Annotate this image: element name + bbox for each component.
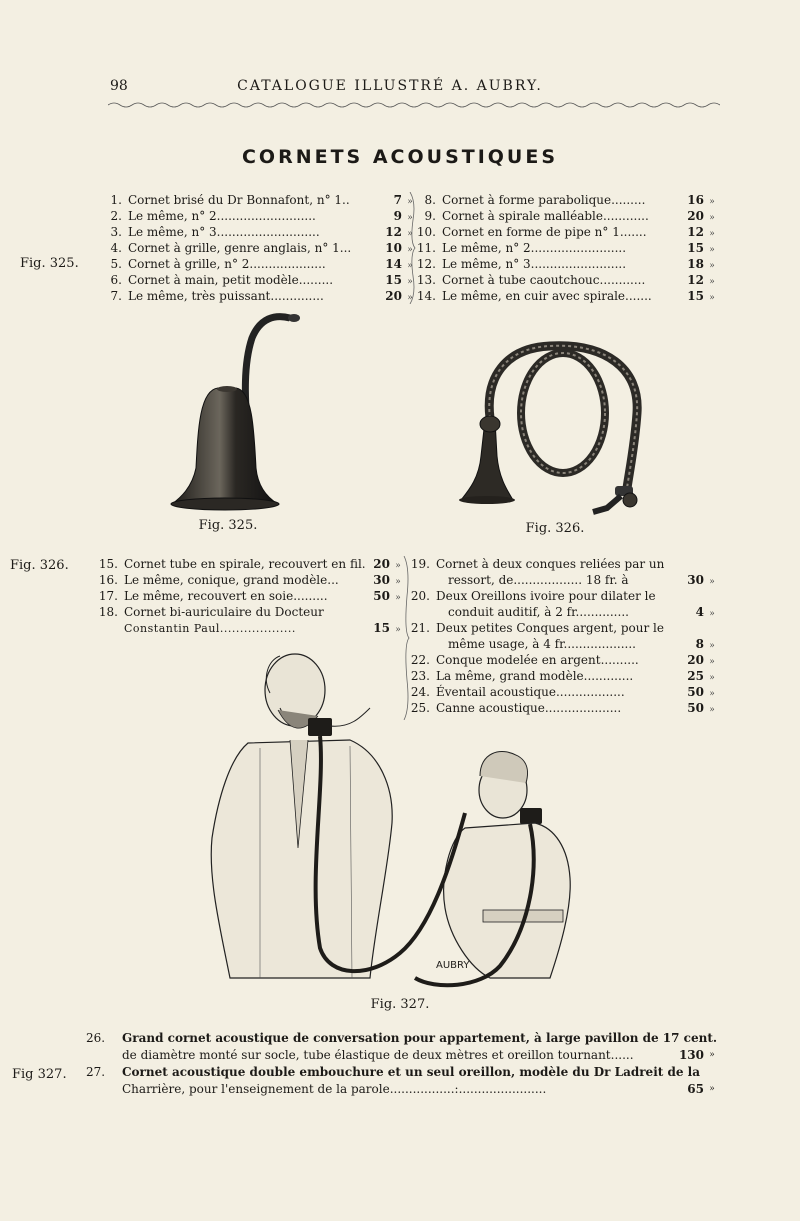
ear-trumpet-illustration xyxy=(160,308,310,513)
fig-325-margin-label: Fig. 325. xyxy=(20,256,79,271)
item-unit: » xyxy=(709,673,715,683)
item-price: 30 xyxy=(373,573,390,587)
item-number: 22. xyxy=(410,653,430,667)
item-number: 12. xyxy=(416,257,436,271)
item-number: 11. xyxy=(416,241,436,255)
item-number: 20. xyxy=(410,589,430,603)
item-unit: » xyxy=(395,577,401,587)
item-name: Cornet à grille, genre anglais, n° 1... xyxy=(128,241,352,255)
item-price: 20 xyxy=(687,653,704,667)
item-unit: » xyxy=(407,245,413,255)
item-number: 6. xyxy=(110,273,122,287)
list-item xyxy=(100,288,418,306)
item-unit: » xyxy=(709,245,715,255)
item-number: 16. xyxy=(98,573,118,587)
item-unit: » xyxy=(407,197,413,207)
item-number: 8. xyxy=(424,193,436,207)
page-header xyxy=(110,78,670,98)
item-price: 30 xyxy=(687,573,704,587)
item-name: Deux Oreillons ivoire pour dilater le xyxy=(436,589,656,603)
item-price: 14 xyxy=(385,257,402,271)
item-number: 14. xyxy=(416,289,436,303)
item-price: 15 xyxy=(373,621,390,635)
item-price: 50 xyxy=(687,685,704,699)
item-name: Le même, n° 3........................... xyxy=(128,225,320,239)
item-name: Le même, n° 2.......................... xyxy=(128,209,316,223)
item-unit: » xyxy=(709,1050,715,1060)
item-name: Constantin Paul................... xyxy=(124,622,296,635)
item-price: 12 xyxy=(687,225,704,239)
aubry-mark: AUBRY xyxy=(436,960,470,971)
item-price: 18 xyxy=(687,257,704,271)
item-name: Le même, n° 3......................... xyxy=(442,257,627,271)
caption-fig-327: Fig. 327. xyxy=(370,997,430,1012)
item-price: 15 xyxy=(687,289,704,303)
item-number: 3. xyxy=(110,225,122,239)
item-unit: » xyxy=(709,229,715,239)
header-rule xyxy=(108,101,720,109)
item-price: 8 xyxy=(695,637,704,651)
item-number: 10. xyxy=(416,225,436,239)
section-title: CORNETS ACOUSTIQUES xyxy=(241,146,559,168)
caption-fig-326: Fig. 326. xyxy=(525,521,585,536)
item-name: ressort, de.................. 18 fr. à xyxy=(448,573,629,587)
item-number: 23. xyxy=(410,669,430,683)
item-name: Conque modelée en argent.......... xyxy=(436,653,639,667)
price-list-group1-left xyxy=(100,192,418,312)
item-name: Cornet à forme parabolique......... xyxy=(442,193,646,207)
item-name: Cornet brisé du Dr Bonnafont, n° 1.. xyxy=(128,193,350,207)
item-name: Cornet à spirale malléable............ xyxy=(442,209,649,223)
item-unit: » xyxy=(709,197,715,207)
item-description-line2: Charrière, pour l'enseignement de la parole.................:....................... xyxy=(122,1082,547,1096)
item-price: 50 xyxy=(687,701,704,715)
item-unit: » xyxy=(709,277,715,287)
fig-326-margin-label: Fig. 326. xyxy=(10,558,69,573)
item-number: 4. xyxy=(110,241,122,255)
conversation-tube-illustration xyxy=(200,648,600,988)
item-number: 2. xyxy=(110,209,122,223)
item-number: 21. xyxy=(410,621,430,635)
item-price: 20 xyxy=(687,209,704,223)
item-name: Cornet à tube caoutchouc............ xyxy=(442,273,646,287)
list-item xyxy=(408,620,720,636)
item-unit: » xyxy=(709,657,715,667)
list-item xyxy=(408,588,720,604)
item-number: 24. xyxy=(410,685,430,699)
item-name: Le même, en cuir avec spirale....... xyxy=(442,289,652,303)
item-unit: » xyxy=(709,1084,715,1094)
item-27 xyxy=(86,1064,720,1098)
item-unit: » xyxy=(407,293,413,303)
item-number: 7. xyxy=(110,289,122,303)
item-price: 7 xyxy=(393,193,402,207)
item-name: Deux petites Conques argent, pour le xyxy=(436,621,664,635)
item-unit: » xyxy=(709,261,715,271)
list-item xyxy=(96,620,406,638)
price-list-group2-left xyxy=(96,556,406,638)
item-name: Cornet à deux conques reliées par un xyxy=(436,557,665,571)
item-unit: » xyxy=(709,577,715,587)
item-name: Canne acoustique.................... xyxy=(436,701,622,715)
item-price: 10 xyxy=(385,241,402,255)
spiral-tube-trumpet-illustration xyxy=(455,338,650,518)
item-name: Éventail acoustique.................. xyxy=(436,685,625,699)
item-number: 18. xyxy=(98,605,118,619)
item-name: Le même, très puissant.............. xyxy=(128,289,324,303)
item-price: 20 xyxy=(373,557,390,571)
item-name: La même, grand modèle............. xyxy=(436,669,634,683)
item-name: Le même, recouvert en soie......... xyxy=(124,589,328,603)
price-list-group1-right xyxy=(414,192,720,312)
item-price: 12 xyxy=(385,225,402,239)
item-description-line1: Grand cornet acoustique de conversation pour appartement, à large pavillon de 17 cent. xyxy=(122,1031,718,1045)
item-number: 9. xyxy=(424,209,436,223)
item-name: Cornet en forme de pipe n° 1....... xyxy=(442,225,647,239)
item-26 xyxy=(86,1030,720,1064)
item-name: Le même, conique, grand modèle... xyxy=(124,573,339,587)
item-price: 130 xyxy=(678,1048,704,1062)
item-price: 4 xyxy=(695,605,704,619)
item-number: 25. xyxy=(410,701,430,715)
item-unit: » xyxy=(709,609,715,619)
item-number: 27. xyxy=(86,1065,106,1079)
item-name: même usage, à 4 fr................... xyxy=(448,637,636,651)
item-unit: » xyxy=(407,261,413,271)
item-unit: » xyxy=(407,213,413,223)
list-item xyxy=(408,556,720,572)
item-number: 15. xyxy=(98,557,118,571)
item-price: 25 xyxy=(687,669,704,683)
item-price: 50 xyxy=(373,589,390,603)
item-unit: » xyxy=(395,561,401,571)
item-number: 1. xyxy=(110,193,122,207)
item-price: 15 xyxy=(385,273,402,287)
item-number: 5. xyxy=(110,257,122,271)
item-number: 19. xyxy=(410,557,430,571)
item-unit: » xyxy=(395,625,401,635)
item-name: conduit auditif, à 2 fr.............. xyxy=(448,605,629,619)
list-item xyxy=(96,604,406,620)
item-name: Cornet tube en spirale, recouvert en fil. xyxy=(124,557,366,571)
item-unit: » xyxy=(709,705,715,715)
caption-fig-325: Fig. 325. xyxy=(198,518,258,533)
item-unit: » xyxy=(407,277,413,287)
catalogue-title: CATALOGUE ILLUSTRÉ A. AUBRY. xyxy=(237,78,543,94)
item-number: 26. xyxy=(86,1031,106,1045)
fig-327-margin-label: Fig 327. xyxy=(12,1067,67,1082)
item-number: 17. xyxy=(98,589,118,603)
item-name: Cornet bi-auriculaire du Docteur xyxy=(124,605,324,619)
list-item xyxy=(414,288,720,306)
item-price: 65 xyxy=(687,1082,704,1096)
item-price: 20 xyxy=(385,289,402,303)
item-description-line1: Cornet acoustique double embouchure et un seul oreillon, modèle du Dr Ladreit de la xyxy=(122,1065,701,1079)
item-unit: » xyxy=(709,689,715,699)
item-unit: » xyxy=(709,293,715,303)
item-unit: » xyxy=(407,229,413,239)
item-name: Cornet à main, petit modèle......... xyxy=(128,273,334,287)
item-unit: » xyxy=(709,641,715,651)
item-unit: » xyxy=(395,593,401,603)
item-name: Le même, n° 2......................... xyxy=(442,241,627,255)
item-number: 13. xyxy=(416,273,436,287)
item-price: 16 xyxy=(687,193,704,207)
item-unit: » xyxy=(709,213,715,223)
item-description-line2: de diamètre monté sur socle, tube élastique de deux mètres et oreillon tournant...... xyxy=(122,1048,634,1062)
item-price: 12 xyxy=(687,273,704,287)
page-number: 98 xyxy=(110,78,128,94)
item-price: 15 xyxy=(687,241,704,255)
item-name: Cornet à grille, n° 2.................... xyxy=(128,257,326,271)
item-price: 9 xyxy=(393,209,402,223)
